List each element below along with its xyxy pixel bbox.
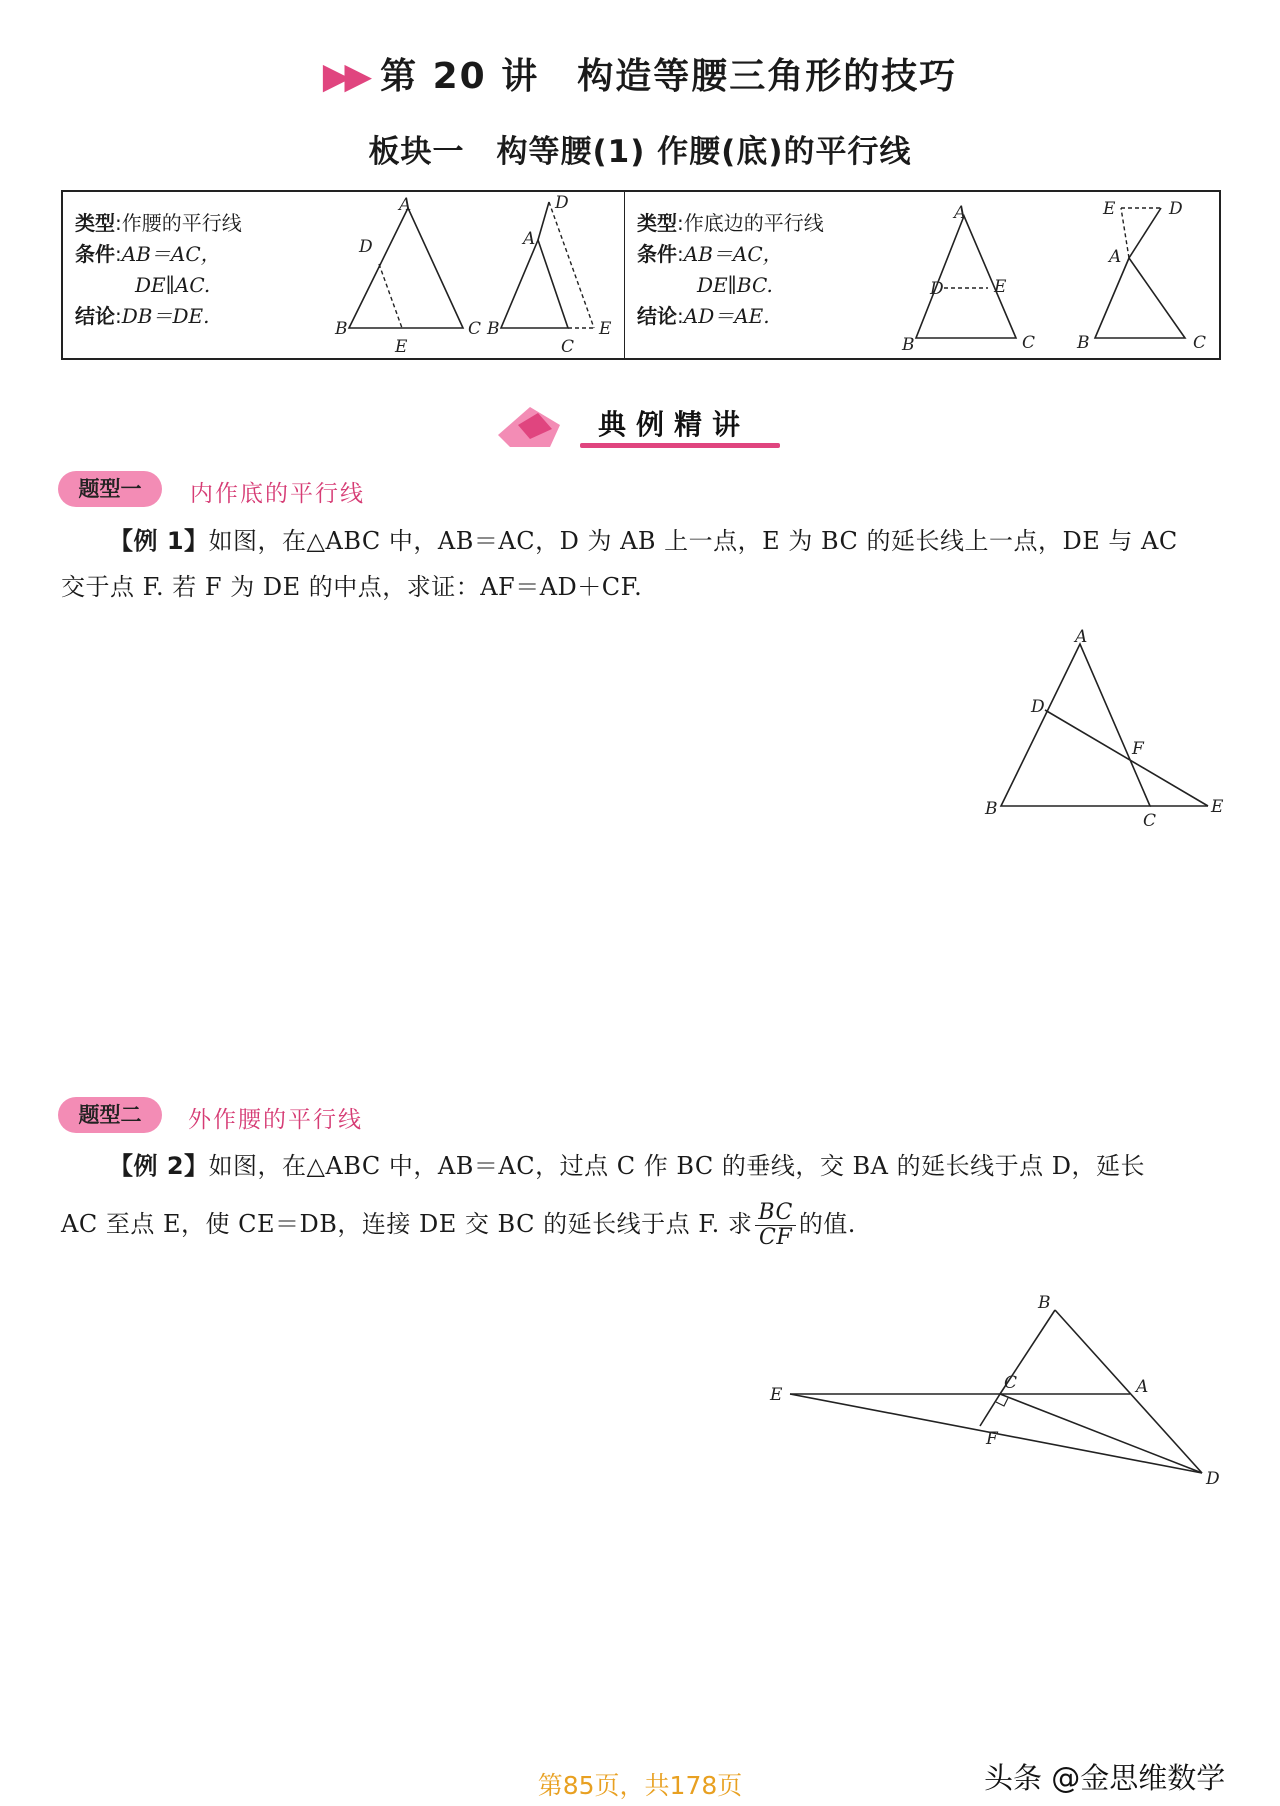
chapter-title [0,48,1280,99]
point-label-d: D [1169,199,1183,219]
right-summary-text: 类型:作底边的平行线 条件:AB＝AC， DE∥BC. 结论:AD＝AE. [637,211,824,328]
example2-line1: 如图，在△ABC 中，AB＝AC，过点 C 作 BC 的垂线，交 BA 的延长线于点 D，延长 [208,1152,1146,1180]
extension-cf [980,1394,1000,1426]
point-label-b: B [335,319,348,339]
left-conclusion-value: DB＝DE. [121,304,210,328]
segment-cd [1000,1394,1202,1473]
point-label-b: B [487,319,500,339]
point-label-c: C [561,337,575,357]
section-title: 板块一 构等腰(1) 作腰(底)的平行线 [368,134,912,170]
right-type-label: 类型 [637,211,677,235]
page-number: 第85页，共178页 [537,1771,743,1800]
type1-tag: 题型一 [58,471,162,507]
triangle-abc [501,240,568,328]
right-figure-2 [1073,192,1223,360]
type2-title: 外作腰的平行线 [188,1107,363,1133]
fraction-denominator: CF [759,1225,793,1250]
point-label-c: C [1143,811,1157,831]
right-conclusion-label: 结论 [637,304,677,328]
banner-title: 典例精讲 [598,408,751,441]
point-label-a: A [1136,1377,1149,1397]
dashed-de [379,264,402,328]
example1-problem [61,518,1221,610]
point-label-b: B [1038,1293,1051,1313]
point-label-d: D [555,193,569,213]
point-label-f: F [986,1429,998,1449]
left-figure-1 [313,192,483,360]
triangle-abc [1095,258,1185,338]
example1-label: 【例 1】 [109,527,209,555]
left-type-label: 类型 [75,211,115,235]
fraction-bc-cf [755,1201,795,1250]
example2-figure [760,1290,1230,1490]
right-type-value: 作底边的平行线 [683,211,824,235]
chapter-title-text: 第 20 讲 构造等腰三角形的技巧 [380,56,958,97]
example2-line2-end: 的值. [798,1210,856,1238]
point-label-c: C [1193,333,1207,353]
point-label-d: D [930,279,944,299]
point-label-a: A [954,203,967,223]
point-label-b: B [1077,333,1090,353]
left-condition-label: 条件 [75,242,115,266]
point-label-e: E [599,319,612,339]
right-condition-2: DE∥BC. [697,273,773,297]
example2-label: 【例 2】 [109,1152,209,1180]
dashed-de [549,202,594,328]
left-summary-text: 类型:作腰的平行线 条件:AB＝AC， DE∥AC. 结论:DB＝DE. [75,211,242,328]
extended-ba [538,202,549,240]
dashed-ae [1121,208,1129,258]
triangle-abc [349,208,463,328]
banner-underline [580,443,780,448]
segment-de [1045,710,1208,806]
watermark: 头条 @金思维数学 [984,1761,1226,1795]
point-label-f: F [1132,739,1144,759]
point-label-a: A [399,195,412,215]
right-conclusion-value: AD＝AE. [683,304,770,328]
point-label-e: E [994,277,1007,297]
point-label-a: A [1075,627,1088,647]
example2-line2: AC 至点 E，使 CE＝DB，连接 DE 交 BC 的延长线于点 F. 求 [61,1210,753,1238]
point-label-d: D [1206,1469,1220,1489]
fraction-numerator: BC [755,1201,795,1226]
summary-divider [624,192,625,358]
point-label-c: C [1022,333,1036,353]
point-label-e: E [1103,199,1116,219]
right-angle-mark [996,1398,1008,1406]
right-figure-1 [902,192,1048,360]
right-condition-label: 条件 [637,242,677,266]
example1-line1: 如图，在△ABC 中，AB＝AC，D 为 AB 上一点，E 为 BC 的延长线上一点，DE 与 AC [208,527,1178,555]
example1-line2: 交于点 F. 若 F 为 DE 的中点，求证：AF＝AD＋CF. [61,573,643,601]
example1-figure [975,627,1235,831]
point-label-a: A [523,229,536,249]
point-label-c: C [468,319,482,339]
point-label-c: C [1004,1373,1018,1393]
point-label-e: E [395,337,408,357]
point-label-e: E [1211,797,1224,817]
left-conclusion-label: 结论 [75,304,115,328]
point-label-a: A [1109,247,1122,267]
type2-tag: 题型二 [58,1097,162,1133]
point-label-b: B [985,799,998,819]
point-label-e: E [770,1385,783,1405]
left-condition-2: DE∥AC. [135,273,211,297]
point-label-d: D [359,237,373,257]
double-arrow-icon: ▶▶ [322,56,367,97]
point-label-b: B [902,335,915,355]
left-type-value: 作腰的平行线 [121,211,242,235]
example2-problem [61,1143,1221,1250]
point-label-d: D [1031,697,1045,717]
summary-box [61,190,1221,360]
type1-title: 内作底的平行线 [190,481,365,507]
left-condition-1: AB＝AC， [121,242,221,266]
right-condition-1: AB＝AC， [683,242,783,266]
triangle-abc [1001,644,1150,806]
left-figure-2 [483,192,623,360]
extended-ca [1129,208,1161,258]
